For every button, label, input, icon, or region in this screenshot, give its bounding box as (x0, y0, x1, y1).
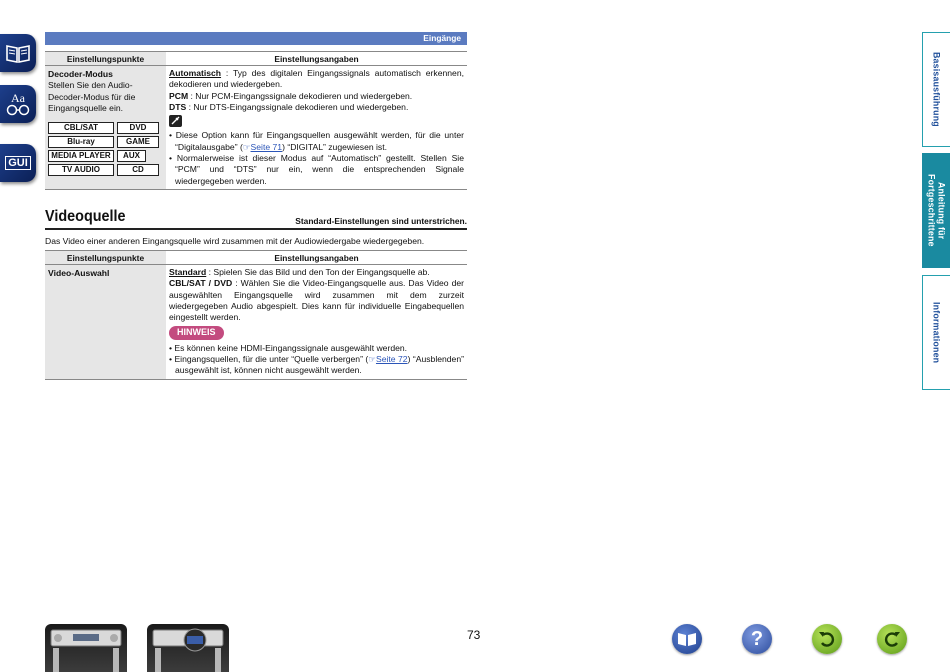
tab-anleitung-fortgeschrittene[interactable] (922, 153, 950, 268)
source-label: DVD (117, 122, 159, 134)
tab-basisausfuehrung[interactable] (922, 32, 950, 147)
note-text: ) “DIGITAL” zugewiesen ist. (282, 141, 387, 152)
contents-button[interactable] (672, 624, 702, 654)
front-panel-thumbnail[interactable] (45, 624, 127, 672)
column-header-details: Einstellungsangaben (166, 52, 467, 66)
receiver-display-icon (147, 624, 229, 672)
note-text: Diese Option kann für Eingangsquellen ausgewählt werden, für die unter “Digitalausgabe” ( (175, 130, 464, 152)
wrench-note-icon (169, 115, 182, 127)
back-button[interactable] (812, 624, 842, 654)
undo-arrow-icon (817, 629, 837, 649)
setting-item-title: Decoder-Modus (48, 69, 113, 79)
setting-item-cell (45, 265, 166, 380)
table-row (45, 265, 467, 380)
section-subtitle: Standard-Einstellungen sind unterstrichen. (295, 216, 467, 226)
rear-panel-thumbnail[interactable] (147, 624, 229, 672)
open-book-icon (5, 42, 31, 64)
input-source-grid (48, 122, 148, 176)
source-label: TV AUDIO (48, 164, 114, 176)
table-header-row (45, 251, 467, 265)
tab-informationen[interactable] (922, 275, 950, 390)
setting-item-description: Stellen Sie den Audio-Decoder-Modus für die Eingangsquelle ein. (48, 80, 136, 113)
setting-item-cell (45, 66, 166, 190)
contents-tab-icon[interactable] (0, 34, 36, 72)
option-label: DTS (169, 101, 187, 112)
option-text: : Nur DTS-Eingangssignale dekodieren und wiedergeben. (186, 101, 409, 112)
page-link[interactable]: ☞Seite 72 (368, 354, 408, 365)
source-label: MEDIA PLAYER (48, 150, 114, 162)
page-link-label: Seite 71 (250, 141, 283, 152)
receiver-front-icon (45, 624, 127, 672)
note-text: Es können keine HDMI-Eingangssignale ausgewählt werden. (174, 342, 408, 353)
option-label: Standard (169, 267, 207, 277)
gui-tab-label: GUI (5, 156, 31, 170)
section-divider (45, 228, 467, 230)
option-cbl-dvd (169, 278, 464, 323)
option-standard (169, 267, 464, 278)
page-number: 73 (467, 628, 481, 642)
setting-details-cell (166, 66, 467, 190)
section-intro: Das Video einer anderen Eingangsquelle wird zusammen mit der Audiowiedergabe wiedergegeben. (45, 236, 425, 246)
section-title: Videoquelle (45, 208, 126, 225)
section-header-bar: Eingänge (45, 32, 467, 45)
book-icon (677, 631, 697, 647)
option-text: : Typ des digitalen Eingangssignals automatisch erkennen, dekodieren und wiedergeben. (169, 68, 464, 90)
forward-button[interactable] (877, 624, 907, 654)
note-text: ) “Ausblenden” ausgewählt ist, können nicht ausgewählt werden. (175, 354, 464, 376)
decoder-settings-table (45, 51, 467, 190)
note-item: • Normalerweise ist dieser Modus auf “Automatisch” gestellt. Stellen Sie “PCM” und “DTS” nur ein, wenn die entsprechenden Signale wiedergegeben werden. (169, 153, 464, 186)
video-source-table (45, 250, 467, 380)
index-tab[interactable] (0, 85, 36, 123)
gui-tab[interactable] (0, 144, 36, 182)
source-label: AUX (117, 150, 146, 162)
option-label: Automatisch (169, 68, 222, 78)
redo-arrow-icon (882, 629, 902, 649)
option-text: : Wählen Sie die Video-Eingangsquelle aus. Das Video der ausgewählten Eingangsquelle wird zusammen mit dem zurzeit wiedergegeben Audio abgespielt. Dies kann für individuelle Eingabequellen eingestellt werden. (169, 278, 464, 323)
tab-label: Basisausführung (931, 52, 942, 127)
column-header-items: Einstellungspunkte (45, 52, 166, 66)
option-dts (169, 102, 464, 113)
page-link[interactable]: ☞Seite 71 (242, 141, 283, 152)
question-mark-icon: ? (750, 627, 764, 650)
source-label: GAME (117, 136, 159, 148)
source-label: CBL/SAT (48, 122, 114, 134)
option-pcm (169, 91, 464, 102)
tab-label: Informationen (931, 301, 942, 364)
setting-item-title: Video-Auswahl (48, 268, 110, 278)
help-button[interactable] (742, 624, 772, 654)
table-header-row (45, 52, 467, 66)
column-header-details: Einstellungsangaben (166, 251, 467, 265)
note-text: Eingangsquellen, für die unter “Quelle verbergen” ( (174, 354, 369, 365)
note-item: • Eingangsquellen, für die unter “Quelle verbergen” (☞Seite 72) “Ausblenden” ausgewählt ist, können nicht ausgewählt werden. (169, 354, 464, 376)
page-link-label: Seite 72 (375, 354, 408, 365)
column-header-items: Einstellungspunkte (45, 251, 166, 265)
note-item: • Es können keine HDMI-Eingangssignale ausgewählt werden. (169, 342, 408, 353)
note-text: Normalerweise ist dieser Modus auf “Automatisch” gestellt. Stellen Sie “PCM” und “DTS” nur ein, wenn die entsprechenden Signale wiedergegeben werden. (175, 153, 464, 186)
option-automatisch (169, 68, 464, 91)
option-label: PCM (169, 90, 189, 101)
glasses-icon (6, 104, 30, 116)
tab-label: Anleitung für Fortgeschrittene (926, 174, 947, 247)
index-tab-label: Aa (11, 90, 25, 105)
source-label: Blu-ray (48, 136, 114, 148)
source-label: CD (117, 164, 159, 176)
setting-details-cell (166, 265, 467, 380)
option-text: : Spielen Sie das Bild und den Ton der Eingangsquelle ab. (206, 267, 430, 277)
option-text: : Nur PCM-Eingangssignale dekodieren und wiedergeben. (188, 90, 413, 101)
hinweis-badge: HINWEIS (169, 326, 224, 339)
note-item: • Diese Option kann für Eingangsquellen ausgewählt werden, für die unter “Digitalausgabe” (☞Seite 71) “DIGITAL” zugewiesen ist. (169, 130, 464, 152)
table-row (45, 66, 467, 190)
option-label: CBL/SAT / DVD (169, 278, 233, 289)
